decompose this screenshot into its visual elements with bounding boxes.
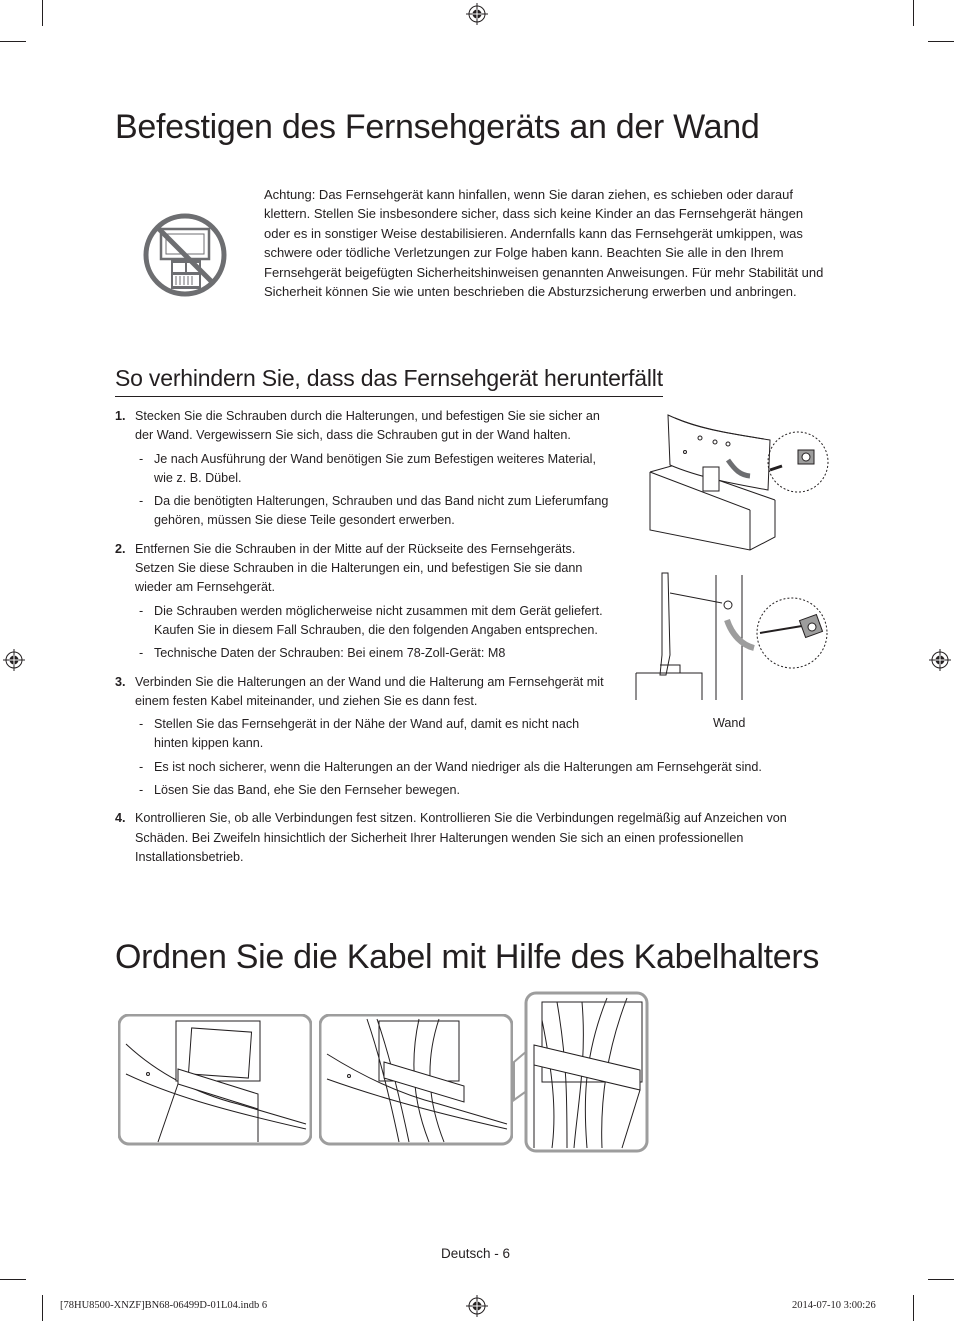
step-note: - Stellen Sie das Fernsehgerät in der Nähe der Wand auf, damit es nicht nach hinten kippen kann.: [139, 717, 580, 751]
print-slug-right: 2014-07-10 3:00:26: [792, 1300, 876, 1311]
registration-mark-icon: [3, 649, 25, 671]
tv-wall-side-illustration: [632, 565, 842, 700]
cable-holder-illustration-2: [319, 1014, 513, 1146]
step-2: [115, 540, 615, 598]
page-title: Befestigen des Fernsehgeräts an der Wand: [115, 108, 760, 146]
step-note: - Technische Daten der Schrauben: Bei einem 78-Zoll-Gerät: M8: [139, 646, 506, 661]
step-1: [115, 407, 615, 446]
step-note-text: Es ist noch sicherer, wenn die Halterungen an der Wand niedriger als die Halterungen am Fernsehgerät sind.: [154, 759, 762, 774]
step-3: [115, 673, 615, 712]
crop-mark: [928, 41, 954, 42]
step-text: Verbinden Sie die Halterungen an der Wand und die Halterung am Fernsehgerät mit einem festen Kabel miteinander, und ziehen Sie es dann fest.: [135, 674, 604, 708]
step-text: Stecken Sie die Schrauben durch die Halterungen, und befestigen Sie sie sicher an der Wand. Vergewissern Sie sich, dass die Schrauben gut in der Wand halten.: [135, 409, 600, 443]
steps-list: [115, 407, 787, 867]
step-number: 2.: [115, 541, 126, 556]
crop-mark: [928, 1279, 954, 1280]
cable-holder-illustration-1: [118, 1014, 312, 1146]
wall-label: Wand: [713, 716, 746, 730]
crop-mark: [913, 0, 914, 26]
step-note: - Lösen Sie das Band, ehe Sie den Fernseher bewegen.: [139, 783, 460, 798]
crop-mark: [42, 1295, 43, 1321]
crop-mark: [42, 0, 43, 26]
step-text: Kontrollieren Sie, ob alle Verbindungen fest sitzen. Kontrollieren Sie die Verbindungen regelmäßig auf Anzeichen von Schäden. Bei Zweifeln hinsichtlich der Sicherheit Ihrer Halterungen wenden Sie sich an einen professionellen Installationsbetrieb.: [135, 811, 787, 864]
registration-mark-icon: [466, 3, 488, 25]
step-4: [115, 809, 795, 867]
section2-title: Ordnen Sie die Kabel mit Hilfe des Kabelhalters: [115, 938, 820, 976]
crop-mark: [913, 1295, 914, 1321]
no-climbing-warning-icon: [142, 212, 228, 298]
step-note-text: Die Schrauben werden möglicherweise nicht zusammen mit dem Gerät geliefert. Kaufen Sie in diesem Fall Schrauben, die den folgenden Angaben entsprechen.: [154, 603, 603, 637]
registration-mark-icon: [466, 1295, 488, 1317]
crop-mark: [0, 41, 26, 42]
step-number: 1.: [115, 409, 126, 423]
step-note: - Je nach Ausführung der Wand benötigen Sie zum Befestigen weiteres Material, wie z. B. Dübel.: [139, 451, 596, 485]
section-subtitle: So verhindern Sie, dass das Fernsehgerät herunterfällt: [115, 365, 663, 397]
registration-mark-icon: [929, 649, 951, 671]
step-note-text: Lösen Sie das Band, ehe Sie den Fernseher bewegen.: [154, 783, 460, 798]
step-note-text: Da die benötigten Halterungen, Schrauben und das Band nicht zum Lieferumfang gehören, müssen Sie diese Teile gesondert erwerben.: [154, 494, 609, 528]
page-footer: Deutsch - 6: [441, 1246, 511, 1261]
print-slug-left: [78HU8500-XNZF]BN68-06499D-01L04.indb 6: [60, 1300, 268, 1311]
crop-mark: [0, 1279, 26, 1280]
step-note-text: Technische Daten der Schrauben: Bei einem 78-Zoll-Gerät: M8: [154, 646, 506, 661]
step-note: - Da die benötigten Halterungen, Schrauben und das Band nicht zum Lieferumfang gehören, müssen Sie diese Teile gesondert erwerben.: [139, 494, 609, 528]
step-note: - Die Schrauben werden möglicherweise nicht zusammen mit dem Gerät geliefert. Kaufen Sie in diesem Fall Schrauben, die den folgenden Angaben entsprechen.: [139, 603, 603, 637]
step-text: Entfernen Sie die Schrauben in der Mitte auf der Rückseite des Fernsehgeräts. Setzen Sie diese Schrauben in die Halterungen ein, und befestigen Sie sie dann wieder am Fernsehgerät.: [135, 541, 583, 595]
step-number: 4.: [115, 811, 126, 826]
step-note-text: Je nach Ausführung der Wand benötigen Sie zum Befestigen weiteres Material, wie z. B. Dübel.: [154, 451, 596, 485]
warning-text: Achtung: Das Fernsehgerät kann hinfallen, wenn Sie daran ziehen, es schieben oder darauf klettern. Stellen Sie insbesondere sicher, dass sich keine Kinder an das Fernsehgerät hängen oder es in sonstiger Weise destabilisieren. Andernfalls kann das Fernsehgerät umkippen, was schwere oder tödliche Verletzungen zur Folge haben kann. Beachten Sie alle in den Ihrem Fernsehgerät beigefügten Sicherheitshinweisen genannten Anweisungen. Für mehr Stabilität und Sicherheit können Sie wie unten beschrieben die Absturzsicherung erwerben und anbringen.: [264, 187, 824, 300]
step-note-text: Stellen Sie das Fernsehgerät in der Nähe der Wand auf, damit es nicht nach hinten kippen kann.: [154, 717, 580, 751]
cable-holder-illustration-3: [512, 990, 652, 1155]
step-note: - Es ist noch sicherer, wenn die Halterungen an der Wand niedriger als die Halterungen am Fernsehgerät sind.: [139, 759, 762, 774]
tv-bracket-illustration: [640, 410, 840, 555]
step-number: 3.: [115, 674, 126, 689]
